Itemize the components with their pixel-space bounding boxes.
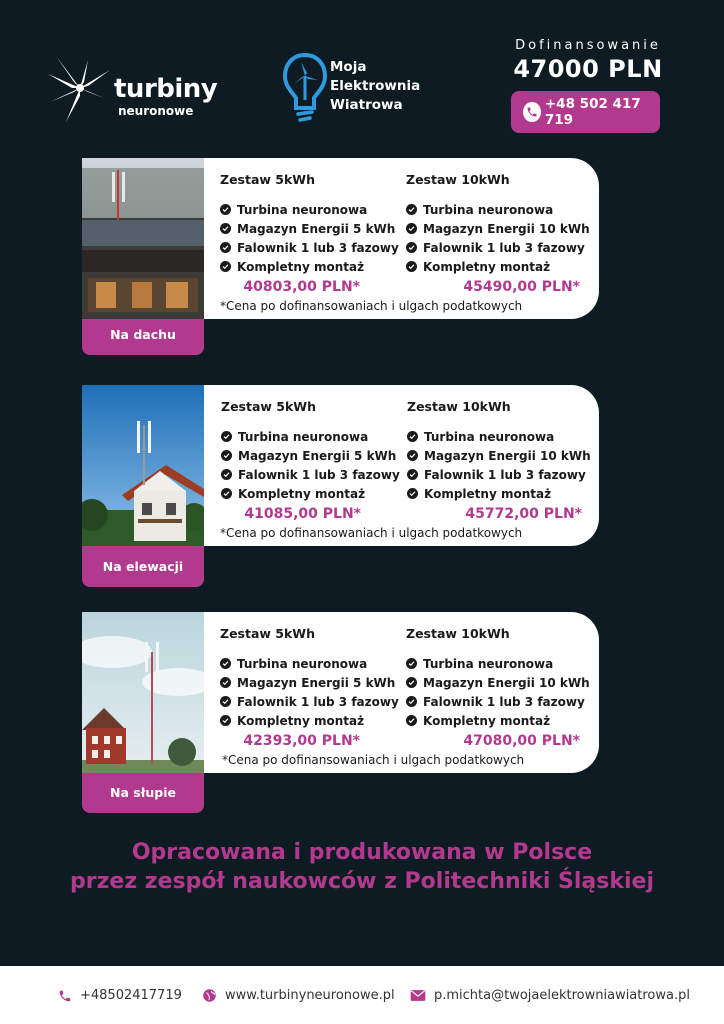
offer-tag: Na elewacji [82,545,204,587]
check-circle-icon [220,223,231,234]
list-item-label: Turbina neuronowa [423,656,554,671]
price: 42393,00 PLN* [243,733,360,749]
footer-email-text: p.michta@twojaelektrowniawiatrowa.pl [434,988,690,1003]
funding-box [508,38,668,83]
list-item-label: Kompletny montaż [423,713,551,728]
list-item [221,446,401,465]
list-item-label: Magazyn Energii 5 kWh [237,675,396,690]
footer-website-text: www.turbinyneuronowe.pl [225,988,395,1003]
list-item-label: Falownik 1 lub 3 fazowy [237,240,399,255]
check-circle-icon [406,677,417,688]
bulb-turbine-logo-icon [282,52,328,122]
set-title: Zestaw 10kWh [406,172,510,187]
price: 45490,00 PLN* [463,279,580,295]
slogan-line-1: Opracowana i produkowana w Polsce [131,840,593,865]
list-item [220,692,400,711]
partner-logo [282,52,442,124]
list-item [220,673,400,692]
set-title: Zestaw 10kWh [406,626,510,641]
list-item-label: Magazyn Energii 5 kWh [237,221,396,236]
brand-logo [44,52,218,124]
footer-email[interactable] [410,988,690,1003]
list-item [406,219,590,238]
list-item-label: Kompletny montaż [423,259,551,274]
photo-roof-turbine [82,158,204,319]
list-item [220,711,400,730]
photo-facade-turbine [82,385,204,546]
price-note: *Cena po dofinansowaniach i ulgach podatkowych [222,753,525,767]
set-column [407,399,591,503]
partner-name [330,58,420,115]
check-circle-icon [406,242,417,253]
check-circle-icon [220,242,231,253]
check-circle-icon [406,223,417,234]
set-column [220,172,400,276]
price: 45772,00 PLN* [465,506,582,522]
price: 41085,00 PLN* [244,506,361,522]
footer [0,966,724,1024]
footer-phone-text: +48502417719 [80,988,182,1003]
brand-name: turbiny [114,74,218,104]
list-item [221,484,401,503]
list-item-label: Kompletny montaż [237,713,365,728]
set-column [221,399,401,503]
price-note: *Cena po dofinansowaniach i ulgach podatkowych [220,526,523,540]
list-item-label: Turbina neuronowa [423,202,554,217]
list-item [407,465,587,484]
check-circle-icon [406,715,417,726]
list-item [406,238,586,257]
price: 47080,00 PLN* [463,733,580,749]
set-column [220,626,400,730]
list-item-label: Kompletny montaż [424,486,552,501]
photo-pole-turbine [82,612,204,773]
set-column [406,626,590,730]
list-item-label: Turbina neuronowa [237,202,368,217]
check-circle-icon [221,488,232,499]
list-item [406,654,586,673]
check-circle-icon [220,677,231,688]
list-item-label: Falownik 1 lub 3 fazowy [423,240,585,255]
list-item-label: Magazyn Energii 10 kWh [424,448,591,463]
list-item [407,427,587,446]
check-circle-icon [220,715,231,726]
phone-icon [58,989,72,1003]
list-item [406,200,586,219]
globe-icon [202,988,217,1003]
check-circle-icon [220,261,231,272]
check-circle-icon [407,431,418,442]
check-circle-icon [220,696,231,707]
phone-button[interactable] [511,91,660,133]
brand-subtitle: neuronowe [118,104,194,118]
set-column [406,172,590,276]
mail-icon [410,989,426,1002]
check-circle-icon [220,204,231,215]
check-circle-icon [406,696,417,707]
phone-icon [523,102,541,122]
list-item-label: Magazyn Energii 10 kWh [423,221,590,236]
partner-line-3: Wiatrowa [330,97,403,113]
check-circle-icon [406,658,417,669]
list-item [406,257,586,276]
slogan-line-2: przez zespół naukowców z Politechniki Śląskiej [70,869,654,894]
offer-tag: Na słupie [82,771,204,813]
list-item [220,257,400,276]
set-title: Zestaw 5kWh [221,399,316,414]
check-circle-icon [406,204,417,215]
list-item [221,465,401,484]
check-circle-icon [221,450,232,461]
list-item [220,200,400,219]
list-item [221,427,401,446]
funding-label: Dofinansowanie [515,38,661,53]
funding-amount: 47000 PLN [513,55,663,83]
footer-phone[interactable] [58,988,182,1003]
set-title: Zestaw 10kWh [407,399,511,414]
list-item [220,654,400,673]
header [0,0,724,150]
list-item-label: Falownik 1 lub 3 fazowy [423,694,585,709]
list-item [220,219,400,238]
list-item-label: Turbina neuronowa [237,656,368,671]
slogan [0,838,724,896]
phone-button-label: +48 502 417 719 [544,96,641,128]
list-item [220,238,400,257]
list-item-label: Falownik 1 lub 3 fazowy [424,467,586,482]
list-item-label: Turbina neuronowa [238,429,369,444]
offer-card-body [82,385,599,546]
price: 40803,00 PLN* [243,279,360,295]
list-item [406,711,586,730]
list-item-label: Kompletny montaż [238,486,366,501]
check-circle-icon [221,431,232,442]
check-circle-icon [407,488,418,499]
check-circle-icon [407,469,418,480]
check-circle-icon [221,469,232,480]
list-item-label: Kompletny montaż [237,259,365,274]
partner-line-2: Elektrownia [330,78,421,94]
set-title: Zestaw 5kWh [220,172,315,187]
offer-tag: Na dachu [82,313,204,355]
list-item-label: Turbina neuronowa [424,429,555,444]
offer-card-body [82,612,599,773]
list-item [407,446,591,465]
check-circle-icon [220,658,231,669]
partner-line-1: Moja [330,59,367,75]
list-item [406,692,586,711]
list-item-label: Magazyn Energii 10 kWh [423,675,590,690]
check-circle-icon [407,450,418,461]
list-item [407,484,587,503]
offer-card-body [82,158,599,319]
turbine-logo-icon [44,52,116,124]
list-item-label: Magazyn Energii 5 kWh [238,448,397,463]
list-item-label: Falownik 1 lub 3 fazowy [237,694,399,709]
check-circle-icon [406,261,417,272]
list-item-label: Falownik 1 lub 3 fazowy [238,467,400,482]
footer-website[interactable] [202,988,395,1003]
list-item [406,673,590,692]
set-title: Zestaw 5kWh [220,626,315,641]
price-note: *Cena po dofinansowaniach i ulgach podatkowych [220,299,523,313]
